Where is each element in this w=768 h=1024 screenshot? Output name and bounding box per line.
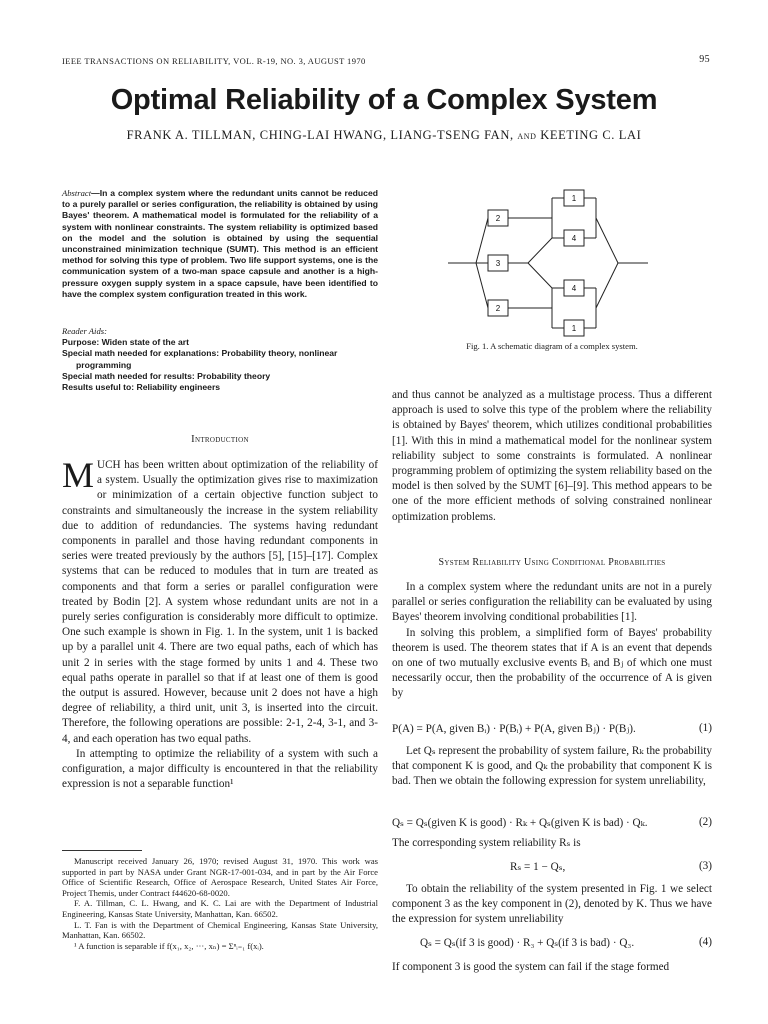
intro-paragraph-1: MUCH has been written about optimization of the reliability of a system. Usually the optimization gives rise to maximization or minimization of a certain objective function subject to constraints and simultaneously the increase in the system reliability due to addition of redundancies. The systems having redundant components in parallel and those having redundant components in series were treated previously by the authors [5], [15]–[17]. Complex systems that can be reduced to modules that in turn are treated as components and that form a series or parallel configuration were treated by Bodin [2]. A system whose redundant units are not in a purely series configuration is considerably more difficult to optimize. One such example is shown in Fig. 1. In the system, unit 1 is backed up by a parallel unit 4. There are two equal paths, each of which has unit 2 in series with the stage formed by units 1 and 4. These two equal paths operate in parallel so that if at least one of them is good the output is assured. However, because unit 2 does not have a high degree of reliability, a third unit, unit 3, is inserted into the circuit. Therefore, the following operations are possible: 2-1, 2-4, 3-1, and 3-4, and each operation has two equal paths.	[62, 455, 378, 745]
right-column-intro-cont	[392, 388, 712, 525]
equation-1-number: (1)	[698, 722, 712, 734]
equation-4-body: Qₛ = Qₛ(if 3 is good) · R₃ + Qₛ(if 3 is bad) · Q₃.	[420, 937, 635, 949]
reader-aids-special-results: Special math needed for results: Probability theory	[62, 370, 271, 381]
reader-aids-special-expl-cont: programming	[76, 359, 132, 370]
equation-3-body: Rₛ = 1 − Qₛ,	[510, 861, 566, 873]
unit-label-1-bottom: 1	[571, 324, 577, 333]
section-heading-conditional-probabilities: System Reliability Using Conditional Probabilities	[438, 557, 666, 568]
equation-3-number: (3)	[698, 860, 712, 872]
unit-label-1-top: 1	[571, 194, 577, 203]
reader-aids-heading: Reader Aids:	[62, 326, 107, 336]
intro-paragraph-2: In attempting to optimize the reliability of a system with such a configuration, a major difficulty is encountered in that the reliability expression is not a separable function¹	[62, 747, 378, 791]
footnote-affil-1: F. A. Tillman, C. L. Hwang, and K. C. Lai are with the Department of Industrial Engineering, Kansas State University, Manhattan, Kan. 66502.	[62, 898, 378, 919]
right-paragraph-4: Let Qₛ represent the probability of system failure, Rₖ the probability that component K is good, and Qₖ the probability that component K is bad. Then we obtain the following expression for system unreliability,	[392, 745, 712, 788]
journal-citation: IEEE TRANSACTIONS ON RELIABILITY, VOL. R-19, NO. 3, AUGUST 1970	[62, 56, 366, 66]
abstract	[62, 188, 378, 300]
author-last: KEETING C. LAI	[540, 128, 642, 142]
unit-label-4-top: 4	[571, 234, 577, 243]
footnote-affil-2: L. T. Fan is with the Department of Chemical Engineering, Kansas State University, Manhattan, Kan. 66502.	[62, 919, 378, 941]
footnote-rule	[62, 850, 142, 851]
author-list	[0, 128, 768, 143]
author-names: FRANK A. TILLMAN, CHING-LAI HWANG, LIANG-TSENG FAN,	[126, 128, 514, 142]
equation-1	[392, 722, 712, 738]
unit-label-3: 3	[495, 259, 501, 268]
right-column-final-line	[392, 960, 712, 975]
abstract-label: Abstract	[62, 188, 92, 198]
right-column-failure-def	[392, 744, 712, 790]
right-paragraph-5: The corresponding system reliability Rₛ is	[392, 837, 581, 849]
running-head	[62, 56, 710, 70]
right-column-key-component	[392, 882, 712, 928]
right-column-reliability-intro	[392, 836, 712, 851]
equation-3	[392, 860, 712, 876]
right-column-section-body	[392, 580, 712, 702]
right-paragraph-1: and thus cannot be analyzed as a multistage process. Thus a different approach is used to solve this type of the problem where the reliability is obtained by Bayes' theorem, which utilizes conditional probabilities [1]. With this in mind a mathematical model for the nonlinear system reliability subject to some constraints is formulated. A nonlinear programming problem of optimizing the system reliability based on the model is then solved by the SUMT [6]–[9]. This method appears to be one of the more efficient methods of solving constrained nonlinear optimization problems.	[392, 389, 712, 523]
equation-4-number: (4)	[698, 936, 712, 948]
right-paragraph-3: In solving this problem, a simplified form of Bayes' probability theorem is used. The theorem states that if A is an event that depends on one of two mutually exclusive events Bᵢ and Bⱼ of which one must necessarily occur, then the probability of the occurrence of A is given by	[392, 626, 712, 700]
complex-system-diagram	[448, 188, 688, 338]
footnote-separable: ¹ A function is separable if f(x₁, x₂, ···, xₙ) = Σⁿᵢ₌₁ f(xᵢ).	[74, 940, 264, 951]
reader-aids	[62, 326, 378, 393]
drop-cap: M	[62, 455, 95, 495]
right-paragraph-6: To obtain the reliability of the system presented in Fig. 1 we select component 3 as the key component in (2), denoted by K. Thus we have the expression for system unreliability	[392, 883, 712, 926]
unit-label-2-top: 2	[495, 214, 501, 223]
right-paragraph-7: If component 3 is good the system can fail if the stage formed	[392, 961, 670, 973]
footnotes	[62, 856, 378, 951]
equation-2-number: (2)	[698, 816, 712, 828]
reader-aids-results-useful: Results useful to: Reliability engineers	[62, 382, 221, 393]
right-paragraph-2: In a complex system where the redundant units are not in a purely parallel or series configuration the reliability can be evaluated by using Bayes' theorem involving conditional probabilities [1].	[392, 581, 712, 624]
author-and: and	[517, 130, 537, 142]
unit-label-2-bottom: 2	[495, 304, 501, 313]
equation-4	[392, 936, 712, 952]
footnote-manuscript: Manuscript received January 26, 1970; revised August 31, 1970. This work was supported in part by NASA under Grant NGR-17-001-034, and in part by the Air Force Office of Scientific Research, Office of Aerospace Research, United States Air Force, Project Themis, under Contract f44620-68-0020.	[62, 856, 378, 898]
paper-title: Optimal Reliability of a Complex System	[110, 84, 658, 116]
reader-aids-special-expl: Special math needed for explanations: Probability theory, nonlinear	[62, 348, 338, 359]
reader-aids-purpose: Purpose: Widen state of the art	[62, 337, 189, 348]
abstract-text: —In a complex system where the redundant units cannot be reduced to a purely parallel or series configuration, the reliability is obtained by using Bayes' theorem. A mathematical model is formulated for the reliability of a system with nonlinear constraints. The system reliability is optimized based on the model and the solution is obtained by using the sequential unconstrained minimization technique (SUMT). This method is an efficient method for solving this type of problem. Two life support systems, one is the communication system of a two-man space capsule and another is a high-pressure oxygen supply system in a space capsule, have been identified to have the complex system configuration treated in this work.	[62, 188, 378, 299]
equation-2-body: Qₛ = Qₛ(given K is good) · Rₖ + Qₛ(given K is bad) · Qₖ.	[392, 817, 648, 829]
section-heading-introduction: Introduction	[191, 434, 249, 445]
page-number: 95	[699, 54, 710, 65]
equation-1-body: P(A) = P(A, given Bᵢ) · P(Bᵢ) + P(A, given Bⱼ) · P(Bⱼ).	[392, 723, 636, 735]
equation-2	[392, 816, 712, 832]
figure-caption: Fig. 1. A schematic diagram of a complex system.	[466, 341, 638, 351]
introduction-body	[62, 455, 378, 792]
unit-label-4-bottom: 4	[571, 284, 577, 293]
